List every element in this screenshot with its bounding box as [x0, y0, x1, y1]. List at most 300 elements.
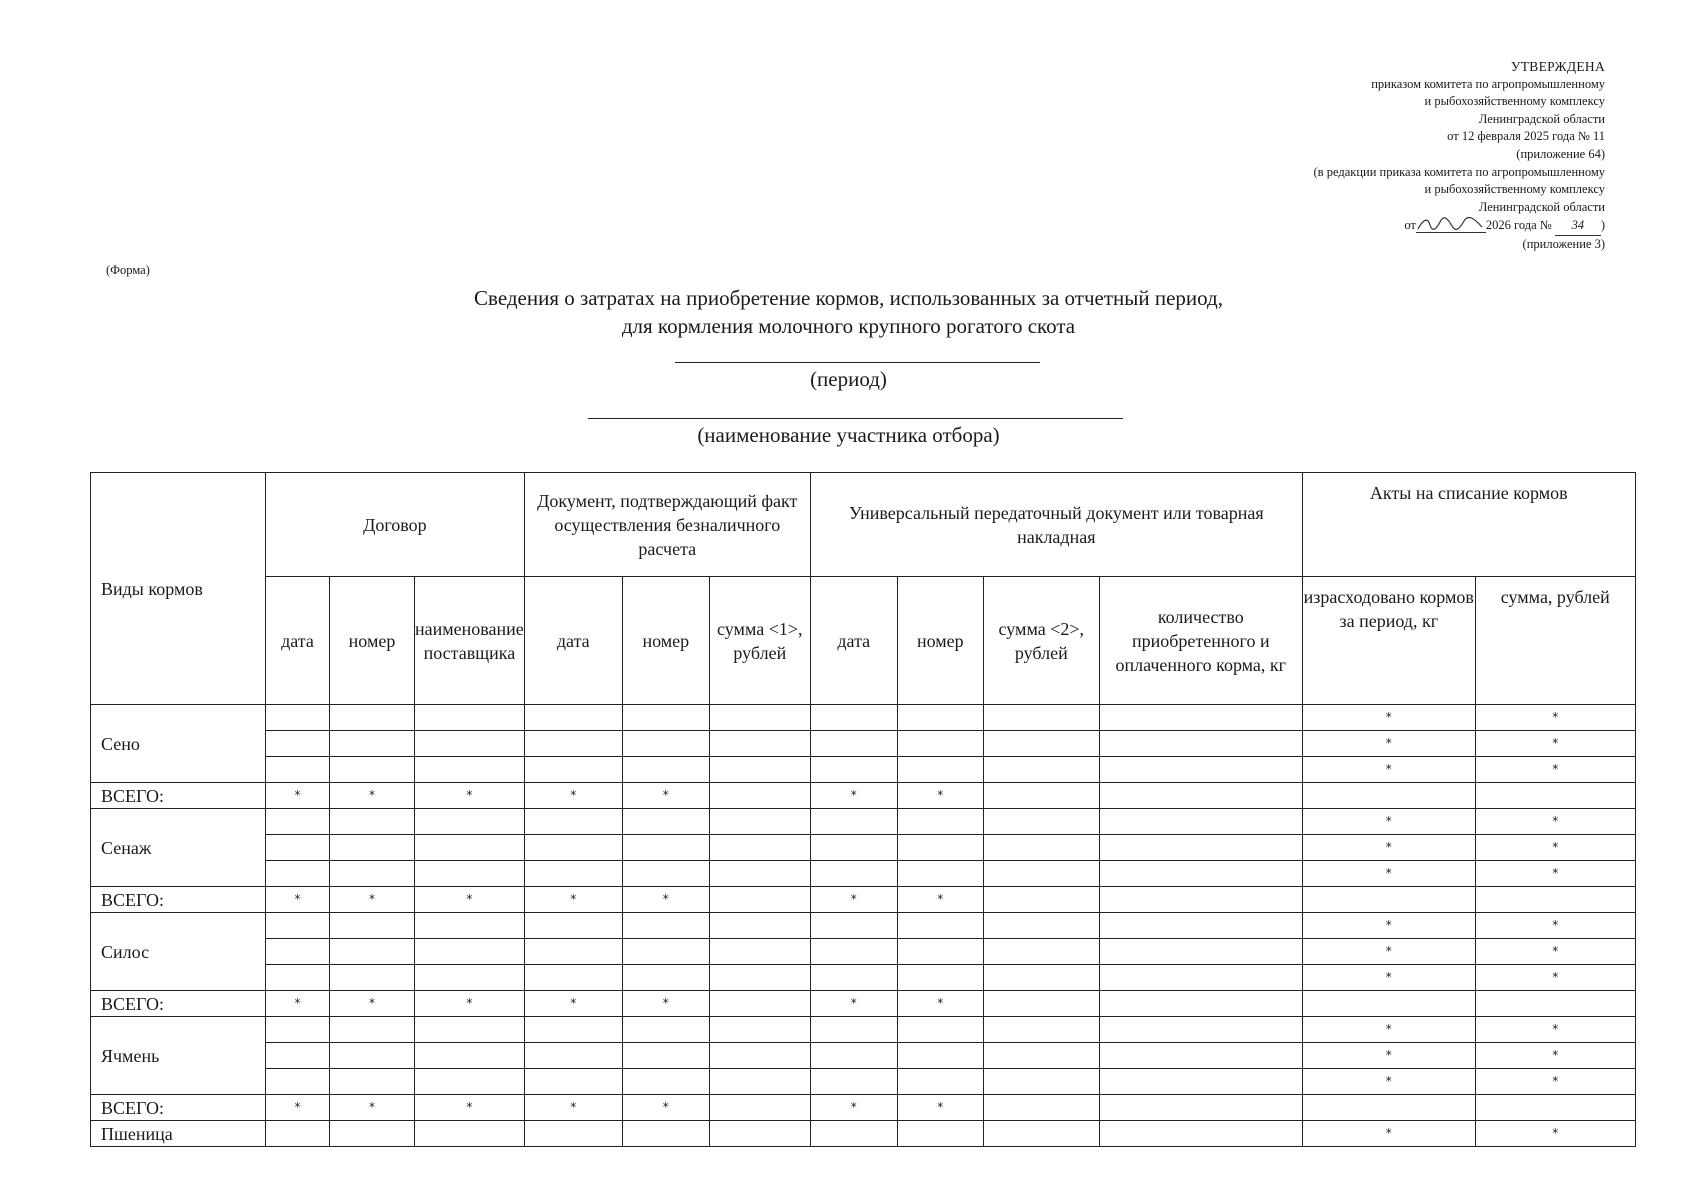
star-mark: *: [1552, 736, 1559, 750]
star-mark: *: [1385, 866, 1392, 880]
title-line-2: для кормления молочного крупного рогатого скота: [621, 314, 1076, 338]
table-cell: [1475, 861, 1635, 887]
table-cell: [1475, 991, 1635, 1017]
table-cell: [897, 939, 983, 965]
star-mark: *: [294, 788, 301, 802]
col-consumed-kg: израсходовано кормов за период, кг: [1302, 577, 1475, 705]
star-mark: *: [1385, 1126, 1392, 1140]
table-cell: [415, 1043, 525, 1069]
star-mark: *: [662, 996, 669, 1010]
table-cell: [897, 861, 983, 887]
table-row: [91, 965, 1636, 991]
approval-line: и рыбохозяйственному комплексу: [1424, 182, 1605, 197]
table-cell: [1099, 783, 1302, 809]
table-cell: [415, 913, 525, 939]
approval-line: (приложение 64): [1516, 146, 1605, 161]
table-cell: [709, 705, 810, 731]
col-payment-sum: сумма <1>, рублей: [709, 577, 810, 705]
table-row: [91, 705, 1636, 731]
table-cell: [330, 757, 415, 783]
table-cell: [524, 913, 622, 939]
table-cell: [810, 1069, 897, 1095]
table-cell: [330, 783, 415, 809]
table-cell: [709, 861, 810, 887]
table-cell: [1475, 1095, 1635, 1121]
document-title: [0, 284, 1697, 340]
table-cell: [709, 913, 810, 939]
contract-group-header: Договор: [266, 473, 525, 577]
table-cell: [897, 1017, 983, 1043]
star-mark: *: [1385, 736, 1392, 750]
table-cell: [983, 1069, 1099, 1095]
table-cell: [266, 1017, 330, 1043]
table-cell: [1099, 913, 1302, 939]
star-mark: *: [1385, 1048, 1392, 1062]
table-cell: [415, 887, 525, 913]
table-cell: [266, 1121, 330, 1147]
approval-line: Ленинградской области: [1478, 111, 1605, 126]
table-cell: [897, 705, 983, 731]
table-row: [91, 939, 1636, 965]
table-cell: [709, 1069, 810, 1095]
table-cell: [266, 965, 330, 991]
table-cell: [1099, 1095, 1302, 1121]
table-cell: [1302, 835, 1475, 861]
table-cell: [983, 757, 1099, 783]
date-prefix: от: [1404, 218, 1416, 233]
table-cell: [810, 1121, 897, 1147]
table-cell: [1099, 731, 1302, 757]
table-cell: [415, 991, 525, 1017]
star-mark: *: [570, 788, 577, 802]
star-mark: *: [466, 1100, 473, 1114]
acts-group-header: Акты на списание кормов: [1302, 473, 1635, 577]
table-cell: [709, 887, 810, 913]
star-mark: *: [1385, 1074, 1392, 1088]
col-upd-number: номер: [897, 577, 983, 705]
total-label: ВСЕГО:: [91, 783, 266, 809]
table-row: [91, 1017, 1636, 1043]
star-mark: *: [1385, 1022, 1392, 1036]
total-label: ВСЕГО:: [91, 1095, 266, 1121]
table-cell: [415, 1121, 525, 1147]
star-mark: *: [1552, 814, 1559, 828]
table-cell: [622, 1121, 709, 1147]
table-cell: [709, 1095, 810, 1121]
table-cell: [810, 835, 897, 861]
star-mark: *: [1385, 840, 1392, 854]
table-cell: [266, 913, 330, 939]
table-cell: [1302, 1095, 1475, 1121]
table-cell: [1475, 783, 1635, 809]
table-cell: [810, 887, 897, 913]
table-cell: [897, 965, 983, 991]
table-cell: [810, 939, 897, 965]
approval-line: от 12 февраля 2025 года № 11: [1447, 129, 1605, 144]
table-cell: [709, 731, 810, 757]
table-cell: [1475, 1017, 1635, 1043]
date-suffix: 2026 года №: [1485, 218, 1552, 233]
table-cell: [709, 991, 810, 1017]
feed-types-header: Виды кормов: [91, 473, 266, 705]
table-cell: [1475, 809, 1635, 835]
col-feed-quantity: количество приобретенного и оплаченного корма, кг: [1099, 577, 1302, 705]
table-cell: [330, 1069, 415, 1095]
table-cell: [524, 939, 622, 965]
table-cell: [1475, 1121, 1635, 1147]
approval-date-line: [1314, 216, 1605, 236]
table-cell: [897, 1069, 983, 1095]
table-cell: [1302, 1017, 1475, 1043]
table-cell: [415, 809, 525, 835]
table-cell: [810, 705, 897, 731]
table-row: [91, 861, 1636, 887]
table-row: [91, 1069, 1636, 1095]
table-cell: [330, 991, 415, 1017]
table-cell: [983, 1017, 1099, 1043]
total-label: ВСЕГО:: [91, 991, 266, 1017]
table-cell: [330, 809, 415, 835]
col-upd-sum: сумма <2>, рублей: [983, 577, 1099, 705]
table-cell: [897, 1043, 983, 1069]
table-cell: [330, 939, 415, 965]
table-row: [91, 757, 1636, 783]
table-cell: [266, 835, 330, 861]
star-mark: *: [1552, 1022, 1559, 1036]
table-cell: [415, 939, 525, 965]
col-act-sum: сумма, рублей: [1475, 577, 1635, 705]
table-cell: [709, 783, 810, 809]
table-cell: [810, 757, 897, 783]
table-cell: [622, 965, 709, 991]
table-cell: [983, 835, 1099, 861]
table-cell: [622, 809, 709, 835]
star-mark: *: [1552, 970, 1559, 984]
table-cell: [1099, 1043, 1302, 1069]
star-mark: *: [850, 788, 857, 802]
table-cell: [897, 835, 983, 861]
table-cell: [983, 1095, 1099, 1121]
table-cell: [1099, 861, 1302, 887]
title-line-1: Сведения о затратах на приобретение кормов, использованных за отчетный период,: [474, 286, 1223, 310]
table-cell: [1475, 965, 1635, 991]
table-cell: [1099, 705, 1302, 731]
table-cell: [622, 731, 709, 757]
table-cell: [524, 731, 622, 757]
table-cell: [330, 861, 415, 887]
col-contract-number: номер: [330, 577, 415, 705]
table-cell: [266, 991, 330, 1017]
star-mark: *: [937, 996, 944, 1010]
table-cell: [330, 913, 415, 939]
table-cell: [1099, 1121, 1302, 1147]
col-payment-date: дата: [524, 577, 622, 705]
closing-paren: ): [1600, 218, 1605, 233]
table-cell: [415, 705, 525, 731]
feed-type-cell: Ячмень: [91, 1017, 266, 1095]
star-mark: *: [1552, 1126, 1559, 1140]
feed-type-cell: Пшеница: [91, 1121, 266, 1147]
star-mark: *: [1552, 866, 1559, 880]
table-row: [91, 731, 1636, 757]
star-mark: *: [570, 1100, 577, 1114]
table-cell: [1302, 809, 1475, 835]
table-cell: [415, 1017, 525, 1043]
approval-block: [1314, 58, 1605, 254]
table-cell: [983, 1121, 1099, 1147]
table-cell: [1302, 757, 1475, 783]
approval-annex: (приложение 3): [1522, 236, 1605, 251]
star-mark: *: [369, 996, 375, 1010]
table-cell: [524, 757, 622, 783]
participant-underline: [588, 418, 1123, 419]
table-cell: [1475, 835, 1635, 861]
table-cell: [622, 861, 709, 887]
table-cell: [983, 887, 1099, 913]
feed-type-cell: Сенаж: [91, 809, 266, 887]
form-mark: (Форма): [106, 263, 150, 277]
table-cell: [709, 965, 810, 991]
table-cell: [709, 835, 810, 861]
table-cell: [266, 1095, 330, 1121]
table-cell: [1302, 965, 1475, 991]
table-cell: [983, 861, 1099, 887]
table-row: [91, 1121, 1636, 1147]
table-cell: [983, 783, 1099, 809]
star-mark: *: [1385, 970, 1392, 984]
table-cell: [1475, 1069, 1635, 1095]
table-cell: [1302, 783, 1475, 809]
table-cell: [622, 1095, 709, 1121]
table-cell: [415, 965, 525, 991]
table-row: [91, 1043, 1636, 1069]
table-cell: [524, 861, 622, 887]
table-total-row: [91, 887, 1636, 913]
table-cell: [709, 1017, 810, 1043]
table-cell: [266, 939, 330, 965]
table-cell: [1475, 887, 1635, 913]
table-cell: [524, 705, 622, 731]
table-cell: [266, 1043, 330, 1069]
star-mark: *: [1385, 814, 1392, 828]
star-mark: *: [294, 892, 301, 906]
star-mark: *: [369, 1100, 375, 1114]
table-cell: [415, 757, 525, 783]
star-mark: *: [570, 892, 577, 906]
star-mark: *: [466, 996, 473, 1010]
table-cell: [622, 757, 709, 783]
table-cell: [622, 705, 709, 731]
table-cell: [330, 705, 415, 731]
star-mark: *: [1385, 710, 1392, 724]
table-cell: [810, 1043, 897, 1069]
table-cell: [1302, 1069, 1475, 1095]
table-cell: [983, 991, 1099, 1017]
table-cell: [524, 783, 622, 809]
table-cell: [810, 991, 897, 1017]
table-cell: [810, 809, 897, 835]
table-cell: [524, 809, 622, 835]
table-cell: [1475, 1043, 1635, 1069]
table-cell: [622, 991, 709, 1017]
table-cell: [810, 731, 897, 757]
table-cell: [415, 731, 525, 757]
upd-group-header: Универсальный передаточный документ или товарная накладная: [810, 473, 1302, 577]
table-cell: [266, 705, 330, 731]
table-cell: [897, 887, 983, 913]
star-mark: *: [294, 1100, 301, 1114]
table-cell: [810, 913, 897, 939]
payment-doc-group-header: Документ, подтверждающий факт осуществления безналичного расчета: [524, 473, 810, 577]
table-cell: [1099, 757, 1302, 783]
star-mark: *: [1552, 840, 1559, 854]
star-mark: *: [466, 788, 473, 802]
col-upd-date: дата: [810, 577, 897, 705]
table-cell: [983, 809, 1099, 835]
table-cell: [810, 1095, 897, 1121]
star-mark: *: [850, 996, 857, 1010]
table-cell: [810, 965, 897, 991]
star-mark: *: [1552, 1074, 1559, 1088]
table-cell: [983, 731, 1099, 757]
table-cell: [810, 783, 897, 809]
star-mark: *: [1385, 762, 1392, 776]
star-mark: *: [570, 996, 577, 1010]
participant-caption: (наименование участника отбора): [697, 423, 1000, 447]
table-cell: [524, 991, 622, 1017]
table-cell: [330, 887, 415, 913]
star-mark: *: [662, 788, 669, 802]
order-number: 34: [1555, 217, 1601, 236]
table-cell: [266, 783, 330, 809]
table-cell: [1475, 939, 1635, 965]
table-cell: [1302, 1121, 1475, 1147]
table-cell: [983, 939, 1099, 965]
table-cell: [524, 1095, 622, 1121]
star-mark: *: [1552, 944, 1559, 958]
table-cell: [266, 731, 330, 757]
table-cell: [1302, 705, 1475, 731]
table-cell: [1475, 913, 1635, 939]
table-row: [91, 835, 1636, 861]
table-cell: [330, 1121, 415, 1147]
table-cell: [897, 1121, 983, 1147]
period-caption: (период): [810, 367, 887, 391]
table-cell: [330, 1017, 415, 1043]
table-body: [91, 705, 1636, 1147]
table-cell: [622, 1043, 709, 1069]
star-mark: *: [937, 788, 944, 802]
table-cell: [709, 757, 810, 783]
table-cell: [622, 1017, 709, 1043]
table-cell: [1099, 887, 1302, 913]
table-cell: [330, 835, 415, 861]
table-cell: [709, 1043, 810, 1069]
table-cell: [810, 1017, 897, 1043]
table-row: [91, 809, 1636, 835]
table-cell: [1475, 705, 1635, 731]
table-cell: [524, 1017, 622, 1043]
table-cell: [266, 757, 330, 783]
table-cell: [266, 809, 330, 835]
table-cell: [622, 887, 709, 913]
period-underline: [675, 362, 1040, 363]
table-cell: [1302, 939, 1475, 965]
table-cell: [266, 861, 330, 887]
table-row: [91, 913, 1636, 939]
table-cell: [415, 835, 525, 861]
feed-costs-table: [90, 472, 1636, 1147]
table-cell: [709, 809, 810, 835]
table-cell: [415, 861, 525, 887]
table-cell: [415, 1069, 525, 1095]
table-cell: [1099, 809, 1302, 835]
table-total-row: [91, 1095, 1636, 1121]
handwritten-date: [1416, 216, 1486, 233]
col-contract-date: дата: [266, 577, 330, 705]
table-cell: [709, 1121, 810, 1147]
table-cell: [622, 783, 709, 809]
feed-type-cell: Силос: [91, 913, 266, 991]
table-cell: [524, 965, 622, 991]
table-cell: [897, 1095, 983, 1121]
table-total-row: [91, 783, 1636, 809]
approval-line: Ленинградской области: [1478, 199, 1605, 214]
table-cell: [330, 731, 415, 757]
table-cell: [330, 1043, 415, 1069]
star-mark: *: [937, 892, 944, 906]
approval-line: приказом комитета по агропромышленному: [1371, 76, 1605, 91]
table-cell: [524, 1043, 622, 1069]
table-cell: [622, 913, 709, 939]
table-cell: [983, 965, 1099, 991]
col-payment-number: номер: [622, 577, 709, 705]
table-cell: [524, 1121, 622, 1147]
star-mark: *: [466, 892, 473, 906]
table-cell: [897, 731, 983, 757]
table-cell: [524, 1069, 622, 1095]
table-cell: [1099, 939, 1302, 965]
star-mark: *: [1552, 918, 1559, 932]
table-cell: [1099, 1069, 1302, 1095]
table-cell: [1475, 731, 1635, 757]
table-cell: [622, 835, 709, 861]
star-mark: *: [937, 1100, 944, 1114]
star-mark: *: [662, 1100, 669, 1114]
table-cell: [1302, 861, 1475, 887]
table-cell: [1302, 913, 1475, 939]
table-cell: [983, 705, 1099, 731]
table-cell: [1302, 1043, 1475, 1069]
table-cell: [897, 783, 983, 809]
approval-line: (в редакции приказа комитета по агропромышленному: [1313, 164, 1605, 179]
table-cell: [415, 783, 525, 809]
table-cell: [897, 809, 983, 835]
table-cell: [415, 1095, 525, 1121]
table-cell: [897, 913, 983, 939]
star-mark: *: [294, 996, 301, 1010]
table-cell: [524, 835, 622, 861]
star-mark: *: [369, 788, 375, 802]
table-cell: [897, 757, 983, 783]
table-cell: [524, 887, 622, 913]
star-mark: *: [662, 892, 669, 906]
table-cell: [330, 1095, 415, 1121]
feed-type-cell: Сено: [91, 705, 266, 783]
star-mark: *: [1385, 918, 1392, 932]
table-cell: [897, 991, 983, 1017]
table-cell: [330, 965, 415, 991]
